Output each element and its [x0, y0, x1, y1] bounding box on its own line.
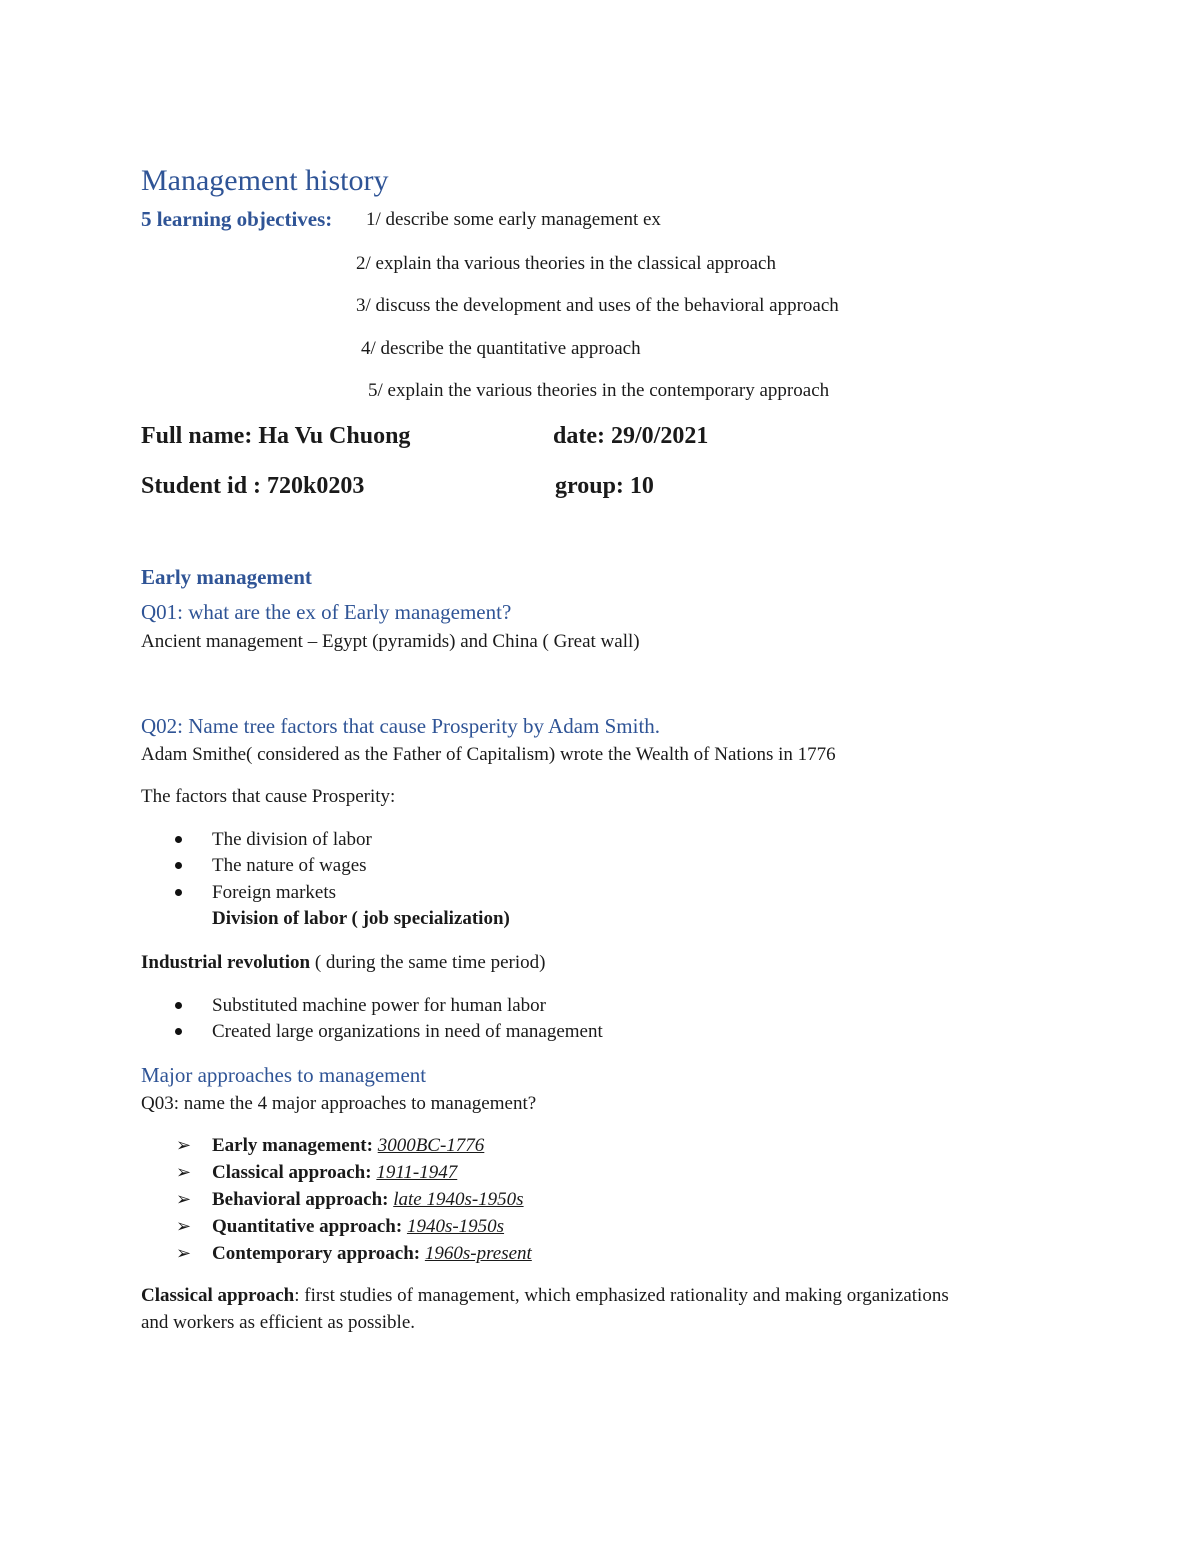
- objective-item: 3/ discuss the development and uses of the behavioral approach: [356, 295, 839, 316]
- industrial-item: Created large organizations in need of management: [212, 1021, 603, 1042]
- approach-item: [212, 1189, 524, 1211]
- approach-period: late 1940s-1950s: [393, 1189, 524, 1210]
- factor-item: Foreign markets: [212, 882, 337, 903]
- approach-period: 3000BC-1776: [377, 1135, 485, 1156]
- approach-item: [212, 1243, 532, 1265]
- arrow-bullet-icon: ➢: [176, 1216, 192, 1237]
- arrow-bullet-icon: ➢: [176, 1243, 192, 1264]
- arrow-bullet-icon: ➢: [176, 1135, 192, 1156]
- bullet-icon: [175, 1028, 182, 1035]
- answer-q01: Ancient management – Egypt (pyramids) and China ( Great wall): [141, 631, 640, 652]
- classical-text: : first studies of management, which emphasized rationality and making organizations: [294, 1285, 949, 1306]
- approach-name: Contemporary approach:: [212, 1243, 421, 1264]
- division-note: Division of labor ( job specialization): [212, 908, 510, 929]
- factors-intro: The factors that cause Prosperity:: [141, 786, 396, 807]
- approach-name: Classical approach:: [212, 1162, 372, 1183]
- arrow-bullet-icon: ➢: [176, 1162, 192, 1183]
- objective-item: 4/ describe the quantitative approach: [361, 338, 641, 359]
- factor-item: The division of labor: [212, 829, 372, 850]
- objective-item: 2/ explain tha various theories in the classical approach: [356, 253, 776, 274]
- arrow-bullet-icon: ➢: [176, 1189, 192, 1210]
- approach-name: Behavioral approach:: [212, 1189, 389, 1210]
- approach-period: 1911-1947: [376, 1162, 458, 1183]
- bullet-icon: [175, 836, 182, 843]
- factor-item: The nature of wages: [212, 855, 367, 876]
- student-id: Student id : 720k0203: [141, 473, 365, 499]
- answer-q02: Adam Smithe( considered as the Father of Capitalism) wrote the Wealth of Nations in 1776: [141, 744, 836, 765]
- question-q02: Q02: Name tree factors that cause Prosperity by Adam Smith.: [141, 714, 661, 738]
- page-title: Management history: [141, 164, 389, 197]
- objectives-label: 5 learning objectives:: [141, 207, 333, 231]
- approach-item: [212, 1162, 457, 1184]
- approach-name: Early management:: [212, 1135, 373, 1156]
- bullet-icon: [175, 889, 182, 896]
- group: group: 10: [555, 473, 654, 499]
- full-name: Full name: Ha Vu Chuong: [141, 423, 411, 449]
- approach-period: 1960s-present: [424, 1243, 532, 1264]
- industrial-note: ( during the same time period): [310, 952, 546, 973]
- early-management-heading: Early management: [141, 565, 312, 589]
- industrial-item: Substituted machine power for human labor: [212, 995, 547, 1016]
- classical-approach-paragraph: [141, 1285, 949, 1307]
- date: date: 29/0/2021: [553, 423, 709, 449]
- approach-item: [212, 1216, 504, 1238]
- approach-name: Quantitative approach:: [212, 1216, 403, 1237]
- approach-period: 1940s-1950s: [406, 1216, 505, 1237]
- bullet-icon: [175, 862, 182, 869]
- bullet-icon: [175, 1002, 182, 1009]
- classical-approach-continuation: and workers as efficient as possible.: [141, 1312, 416, 1333]
- objective-item: 5/ explain the various theories in the contemporary approach: [368, 380, 830, 401]
- major-approaches-heading: Major approaches to management: [141, 1063, 427, 1087]
- question-q03: Q03: name the 4 major approaches to management?: [141, 1093, 537, 1114]
- industrial-label: Industrial revolution: [141, 952, 311, 973]
- industrial-revolution: [141, 952, 545, 974]
- objective-item: 1/ describe some early management ex: [366, 209, 661, 230]
- classical-label: Classical approach: [141, 1285, 295, 1306]
- approach-item: [212, 1135, 484, 1157]
- question-q01: Q01: what are the ex of Early management?: [141, 600, 512, 624]
